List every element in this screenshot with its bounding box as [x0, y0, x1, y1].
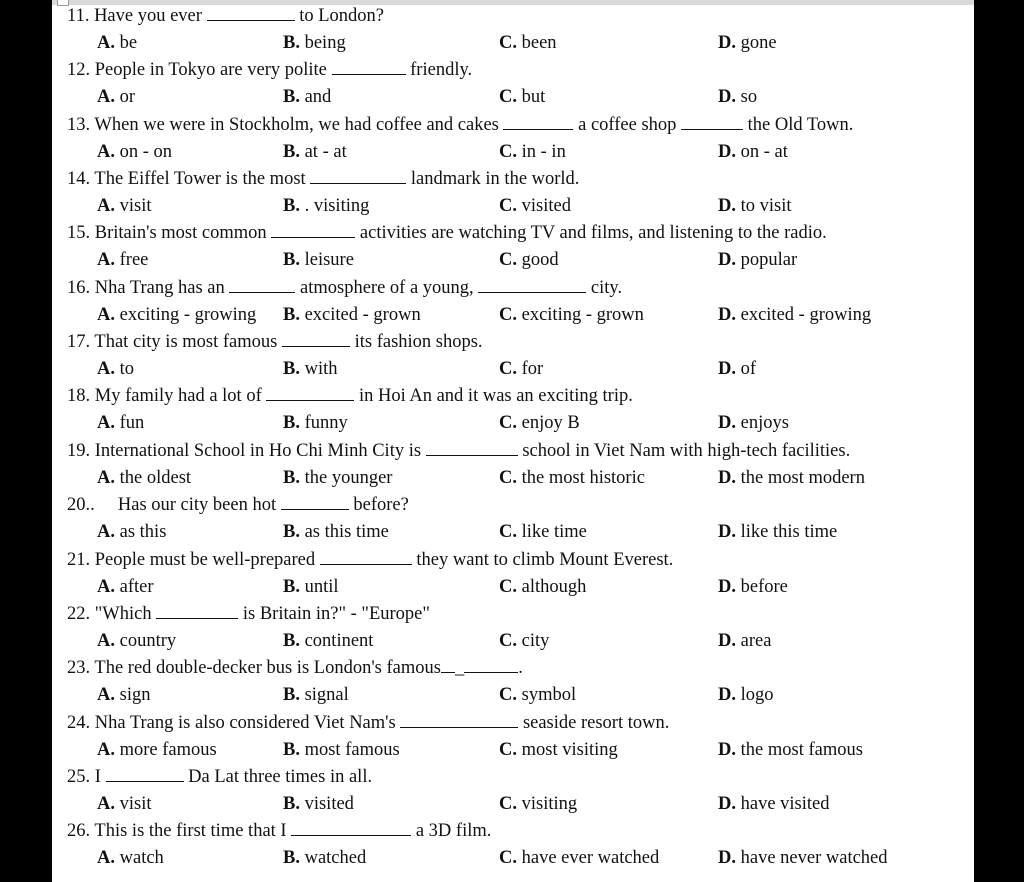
option-text: continent	[299, 630, 374, 651]
option-letter: B.	[283, 359, 300, 380]
option-text: have visited	[736, 793, 830, 814]
question-text-part: 12. People in Tokyo are very polite	[67, 60, 332, 81]
answer-option[interactable]	[718, 139, 788, 166]
option-text: the younger	[299, 467, 393, 488]
answer-option[interactable]	[97, 139, 172, 166]
option-letter: A.	[97, 141, 115, 162]
answer-option[interactable]	[97, 465, 191, 492]
option-letter: A.	[97, 33, 115, 53]
option-letter: C.	[499, 33, 517, 53]
answer-option[interactable]	[283, 574, 339, 601]
answer-blank[interactable]	[441, 656, 455, 673]
question-text	[67, 329, 483, 356]
option-letter: B.	[283, 250, 300, 271]
option-letter: D.	[718, 33, 736, 53]
option-text: free	[115, 250, 149, 271]
question-text-part: is Britain in?" - "Europe"	[238, 603, 430, 624]
answer-option[interactable]	[97, 845, 164, 872]
question-text-part: they want to climb Mount Everest.	[411, 549, 674, 570]
question-text-part: 17. That city is most famous	[67, 332, 282, 353]
question-text-part: 26. This is the first time that I	[67, 821, 292, 842]
option-letter: C.	[499, 141, 517, 162]
option-letter: A.	[97, 685, 115, 706]
option-letter: B.	[283, 522, 300, 543]
option-letter: B.	[283, 141, 300, 162]
answer-option[interactable]	[718, 737, 863, 764]
option-text: sign	[115, 685, 151, 706]
answer-option[interactable]	[718, 574, 788, 601]
answer-option[interactable]	[499, 30, 557, 57]
option-letter: D.	[718, 630, 736, 651]
answer-blank[interactable]	[207, 4, 295, 21]
option-text: as this time	[299, 522, 389, 543]
option-letter: C.	[499, 196, 517, 217]
answer-option[interactable]	[283, 682, 349, 709]
option-text: like time	[517, 522, 587, 543]
answer-option[interactable]	[499, 682, 576, 709]
question-text	[67, 383, 633, 410]
answer-option[interactable]	[97, 682, 150, 709]
answer-option[interactable]	[718, 356, 756, 383]
option-letter: D.	[718, 467, 736, 488]
option-letter: A.	[97, 793, 115, 814]
option-letter: B.	[283, 87, 300, 108]
question-text-part: friendly.	[405, 60, 473, 81]
option-text: most visiting	[517, 739, 618, 760]
answer-blank[interactable]	[291, 819, 411, 836]
option-text: with	[299, 359, 338, 380]
option-text: been	[517, 33, 557, 53]
option-text: although	[517, 576, 587, 597]
answer-blank[interactable]	[464, 656, 518, 673]
question-text	[67, 547, 673, 574]
option-letter: A.	[97, 304, 115, 325]
option-text: to	[115, 359, 135, 380]
option-text: on - on	[115, 141, 173, 162]
option-letter: B.	[283, 413, 300, 434]
option-letter: D.	[718, 413, 736, 434]
question-text	[67, 166, 579, 193]
answer-option[interactable]	[97, 628, 176, 655]
answer-option[interactable]	[283, 247, 354, 274]
question-text-part: 11. Have you ever	[67, 6, 207, 26]
option-text: exciting - growing	[115, 304, 257, 325]
option-letter: A.	[97, 739, 115, 760]
question-text	[67, 764, 372, 791]
option-letter: D.	[718, 793, 736, 814]
answer-option[interactable]	[718, 791, 830, 818]
option-letter: A.	[97, 413, 115, 434]
answer-option[interactable]	[718, 30, 777, 57]
question-text-part: 14. The Eiffel Tower is the most	[67, 169, 311, 190]
option-text: until	[299, 576, 339, 597]
option-text: visiting	[517, 793, 578, 814]
answer-option[interactable]	[283, 302, 421, 329]
answer-blank[interactable]	[503, 113, 573, 130]
answer-blank[interactable]	[281, 493, 349, 510]
option-letter: C.	[499, 685, 517, 706]
option-text: exciting - grown	[517, 304, 644, 325]
answer-option[interactable]	[97, 30, 137, 57]
question-text-part: its fashion shops.	[349, 332, 483, 353]
answer-option[interactable]	[283, 519, 389, 546]
option-letter: B.	[283, 848, 300, 869]
question-text-part: before?	[348, 495, 409, 516]
option-text: symbol	[517, 685, 577, 706]
option-letter: C.	[499, 304, 517, 325]
option-letter: B.	[283, 576, 300, 597]
option-text: watched	[299, 848, 367, 869]
option-text: the most famous	[736, 739, 863, 760]
option-letter: D.	[718, 141, 736, 162]
question-text-part: 24. Nha Trang is also considered Viet Nam's	[67, 712, 401, 733]
answer-option[interactable]	[283, 628, 373, 655]
option-letter: B.	[283, 467, 300, 488]
option-text: the oldest	[115, 467, 192, 488]
answer-option[interactable]	[499, 791, 577, 818]
question-text-part: city.	[586, 277, 623, 298]
option-letter: B.	[283, 196, 300, 217]
option-text: good	[517, 250, 559, 271]
question-text-part: 21. People must be well-prepared	[67, 549, 320, 570]
option-letter: B.	[283, 739, 300, 760]
question-text-part: 22. "Which	[67, 603, 157, 624]
option-text: in - in	[517, 141, 566, 162]
option-text: city	[517, 630, 550, 651]
option-text: on - at	[736, 141, 788, 162]
answer-blank[interactable]	[681, 113, 743, 130]
answer-option[interactable]	[97, 193, 152, 220]
answer-option[interactable]	[283, 791, 354, 818]
option-text: logo	[736, 685, 774, 706]
answer-blank[interactable]	[320, 548, 412, 565]
option-letter: A.	[97, 576, 115, 597]
answer-option[interactable]	[283, 84, 331, 111]
option-letter: A.	[97, 196, 115, 217]
answer-blank[interactable]	[400, 711, 518, 728]
answer-blank[interactable]	[156, 602, 238, 619]
option-text: leisure	[299, 250, 354, 271]
option-text: . visiting	[299, 196, 370, 217]
option-letter: A.	[97, 87, 115, 108]
answer-option[interactable]	[283, 845, 366, 872]
option-text: before	[736, 576, 788, 597]
option-text: excited - grown	[299, 304, 421, 325]
option-letter: D.	[718, 576, 736, 597]
option-letter: D.	[718, 685, 736, 706]
option-letter: D.	[718, 522, 736, 543]
answer-option[interactable]	[499, 410, 580, 437]
option-text: to visit	[736, 196, 792, 217]
answer-blank[interactable]	[478, 276, 586, 293]
answer-blank[interactable]	[106, 765, 184, 782]
answer-option[interactable]	[499, 193, 571, 220]
answer-option[interactable]	[283, 465, 392, 492]
option-letter: A.	[97, 359, 115, 380]
question-text-part: 19. International School in Ho Chi Minh City is	[67, 440, 426, 461]
answer-option[interactable]	[499, 465, 645, 492]
option-letter: C.	[499, 87, 517, 108]
option-text: but	[517, 87, 546, 108]
answer-option[interactable]	[718, 84, 757, 111]
option-letter: D.	[718, 196, 736, 217]
question-text-part: activities are watching TV and films, and listening to the radio.	[355, 223, 827, 244]
question-text-part: 20.. Has our city been hot	[67, 495, 281, 516]
answer-option[interactable]	[499, 302, 644, 329]
answer-option[interactable]	[499, 519, 587, 546]
question-text-part: 25. I	[67, 766, 106, 787]
question-text	[67, 438, 850, 465]
option-text: or	[115, 87, 136, 108]
option-text: gone	[736, 33, 777, 53]
option-letter: D.	[718, 359, 736, 380]
answer-option[interactable]	[283, 356, 337, 383]
option-text: the most historic	[517, 467, 645, 488]
question-text-part: 18. My family had a lot of	[67, 386, 267, 407]
answer-option[interactable]	[97, 84, 135, 111]
question-text-part: 15. Britain's most common	[67, 223, 272, 244]
answer-option[interactable]	[97, 519, 166, 546]
option-text: have never watched	[736, 848, 888, 869]
question-text-part: Da Lat three times in all.	[183, 766, 373, 787]
answer-option[interactable]	[499, 845, 659, 872]
question-text-part: 23. The red double-decker bus is London's famous	[67, 658, 441, 679]
answer-option[interactable]	[718, 682, 774, 709]
answer-option[interactable]	[97, 410, 144, 437]
question-text-part: a 3D film.	[411, 821, 492, 842]
question-text	[67, 3, 384, 30]
answer-option[interactable]	[97, 737, 217, 764]
option-letter: C.	[499, 630, 517, 651]
answer-option[interactable]	[499, 737, 618, 764]
option-text: most famous	[299, 739, 400, 760]
option-text: watch	[115, 848, 164, 869]
option-text: so	[736, 87, 758, 108]
option-letter: A.	[97, 848, 115, 869]
answer-option[interactable]	[499, 574, 586, 601]
answer-option[interactable]	[283, 737, 400, 764]
answer-blank[interactable]	[282, 330, 350, 347]
answer-option[interactable]	[718, 247, 797, 274]
question-text-part: the Old Town.	[743, 114, 854, 135]
answer-option[interactable]	[283, 193, 369, 220]
answer-blank[interactable]	[426, 439, 518, 456]
option-text: have ever watched	[517, 848, 660, 869]
option-text: visit	[115, 196, 152, 217]
option-letter: B.	[283, 304, 300, 325]
answer-option[interactable]	[499, 356, 543, 383]
option-letter: B.	[283, 33, 300, 53]
question-text	[67, 655, 523, 682]
option-letter: A.	[97, 250, 115, 271]
answer-blank[interactable]	[229, 276, 295, 293]
question-text	[67, 601, 430, 628]
answer-option[interactable]	[718, 845, 888, 872]
option-letter: D.	[718, 739, 736, 760]
option-letter: A.	[97, 630, 115, 651]
option-letter: B.	[283, 793, 300, 814]
question-text-part: _	[454, 658, 465, 679]
option-letter: C.	[499, 576, 517, 597]
option-letter: A.	[97, 522, 115, 543]
question-text	[67, 818, 491, 845]
question-text-part: 16. Nha Trang has an	[67, 277, 230, 298]
question-text-part: .	[518, 658, 523, 679]
option-text: the most modern	[736, 467, 865, 488]
answer-blank[interactable]	[266, 384, 354, 401]
question-text	[67, 112, 853, 139]
option-text: funny	[299, 413, 348, 434]
option-text: after	[115, 576, 154, 597]
question-text	[67, 710, 669, 737]
option-letter: D.	[718, 304, 736, 325]
option-text: at - at	[299, 141, 347, 162]
option-text: visit	[115, 793, 152, 814]
option-text: country	[115, 630, 177, 651]
option-letter: B.	[283, 685, 300, 706]
question-text	[67, 275, 622, 302]
option-letter: C.	[499, 793, 517, 814]
question-text	[67, 57, 472, 84]
option-text: as this	[115, 522, 167, 543]
option-letter: C.	[499, 848, 517, 869]
question-text-part: in Hoi An and it was an exciting trip.	[354, 386, 633, 407]
answer-option[interactable]	[718, 302, 871, 329]
option-text: fun	[115, 413, 145, 434]
answer-option[interactable]	[283, 410, 348, 437]
answer-blank[interactable]	[310, 167, 406, 184]
option-letter: D.	[718, 848, 736, 869]
answer-option[interactable]	[718, 628, 771, 655]
answer-option[interactable]	[718, 519, 837, 546]
answer-option[interactable]	[718, 465, 865, 492]
option-letter: D.	[718, 250, 736, 271]
option-letter: A.	[97, 467, 115, 488]
question-text	[67, 492, 409, 519]
option-text: enjoy B	[517, 413, 580, 434]
answer-option[interactable]	[499, 84, 545, 111]
answer-option[interactable]	[97, 247, 148, 274]
option-text: more famous	[115, 739, 217, 760]
answer-option[interactable]	[718, 410, 789, 437]
question-text-part: seaside resort town.	[518, 712, 670, 733]
option-text: excited - growing	[736, 304, 872, 325]
answer-option[interactable]	[97, 791, 152, 818]
option-letter: D.	[718, 87, 736, 108]
answer-blank[interactable]	[271, 221, 355, 238]
option-text: visited	[299, 793, 354, 814]
option-text: for	[517, 359, 544, 380]
question-text-part: landmark in the world.	[406, 169, 580, 190]
question-text-part: atmosphere of a young,	[295, 277, 479, 298]
option-text: area	[736, 630, 772, 651]
answer-option[interactable]	[499, 139, 566, 166]
answer-option[interactable]	[97, 302, 256, 329]
option-text: like this time	[736, 522, 838, 543]
question-text	[67, 220, 827, 247]
answer-option[interactable]	[97, 574, 154, 601]
answer-option[interactable]	[283, 30, 346, 57]
answer-option[interactable]	[97, 356, 134, 383]
option-letter: C.	[499, 522, 517, 543]
option-letter: C.	[499, 250, 517, 271]
option-letter: C.	[499, 413, 517, 434]
question-text-part: 13. When we were in Stockholm, we had coffee and cakes	[67, 114, 504, 135]
answer-option[interactable]	[499, 628, 549, 655]
option-letter: C.	[499, 467, 517, 488]
option-text: signal	[299, 685, 349, 706]
answer-option[interactable]	[283, 139, 347, 166]
option-text: of	[736, 359, 757, 380]
answer-option[interactable]	[499, 247, 559, 274]
answer-option[interactable]	[718, 193, 792, 220]
option-text: being	[299, 33, 346, 53]
option-text: popular	[736, 250, 798, 271]
question-text-part: to London?	[294, 6, 384, 26]
question-text-part: a coffee shop	[573, 114, 682, 135]
option-text: and	[299, 87, 332, 108]
option-letter: B.	[283, 630, 300, 651]
option-letter: C.	[499, 739, 517, 760]
question-text-part: school in Viet Nam with high-tech facilities.	[517, 440, 851, 461]
answer-blank[interactable]	[332, 58, 406, 75]
option-text: be	[115, 33, 138, 53]
option-text: enjoys	[736, 413, 789, 434]
option-letter: C.	[499, 359, 517, 380]
option-text: visited	[517, 196, 571, 217]
